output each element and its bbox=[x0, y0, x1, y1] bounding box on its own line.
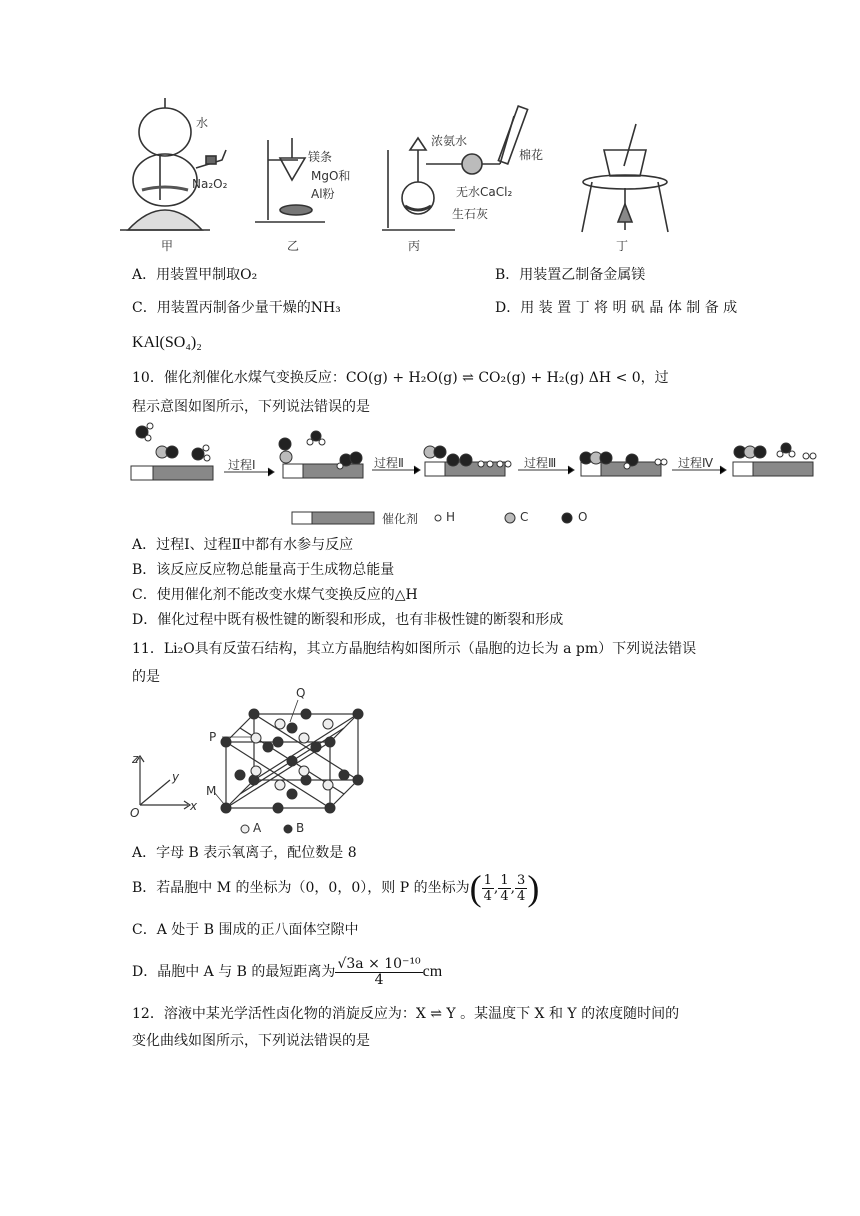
label-water: 水 bbox=[196, 116, 209, 130]
q12-stem-line2: 变化曲线如图所示，下列说法错误的是 bbox=[132, 1033, 370, 1049]
q10-option-b: B．该反应反应物总能量高于生成物总能量 bbox=[132, 562, 395, 578]
p-coord-1-num: 1 bbox=[483, 872, 492, 888]
process-label-2: 过程Ⅱ bbox=[374, 456, 404, 470]
label-conc-ammonia: 浓氨水 bbox=[431, 134, 468, 148]
q11-option-d-text: D．晶胞中 A 与 B 的最短距离为 bbox=[132, 964, 336, 980]
legend-b: B bbox=[296, 821, 305, 835]
label-z-axis: z bbox=[132, 752, 139, 766]
paren-open: ( bbox=[469, 868, 482, 908]
comma: , bbox=[510, 880, 516, 896]
p-coord-3 bbox=[515, 873, 527, 904]
process-label-1: 过程Ⅰ bbox=[228, 458, 256, 472]
q11-option-a: A．字母 B 表示氧离子，配位数是 8 bbox=[132, 845, 357, 861]
label-y-axis: y bbox=[172, 770, 180, 784]
paren-close: ) bbox=[527, 868, 540, 908]
label-m: M bbox=[206, 784, 217, 798]
label-cacl2: 无水CaCl₂ bbox=[456, 185, 513, 199]
q11-stem-line2: 的是 bbox=[132, 669, 160, 685]
comma: , bbox=[493, 880, 499, 896]
label-al-powder: Al粉 bbox=[311, 187, 335, 201]
legend-a: A bbox=[253, 821, 262, 835]
legend-c: C bbox=[520, 510, 529, 524]
q10-option-c: C．使用催化剂不能改变水煤气变换反应的△H bbox=[132, 587, 418, 603]
p-coord-2 bbox=[498, 873, 510, 904]
label-x-axis: x bbox=[190, 799, 198, 813]
label-p: P bbox=[209, 730, 217, 744]
label-ding: 丁 bbox=[616, 239, 629, 253]
label-q: Q bbox=[296, 686, 306, 700]
q10-option-d: D．催化过程中既有极性键的断裂和形成，也有非极性键的断裂和形成 bbox=[132, 612, 564, 628]
q9-option-b: B．用装置乙制备金属镁 bbox=[495, 267, 646, 283]
q11-option-d bbox=[132, 950, 442, 994]
q9-option-a: A．用装置甲制取O₂ bbox=[132, 267, 258, 283]
label-origin: O bbox=[130, 806, 140, 820]
q10-stem-line2: 程示意图如图所示，下列说法错误的是 bbox=[132, 399, 370, 415]
label-jia: 甲 bbox=[161, 239, 174, 253]
q10-option-a: A．过程Ⅰ、过程Ⅱ中都有水参与反应 bbox=[132, 537, 354, 553]
q11-option-c: C．A 处于 B 围成的正八面体空隙中 bbox=[132, 922, 359, 938]
p-coord-1-den: 4 bbox=[483, 888, 492, 904]
min-distance-fraction bbox=[335, 957, 422, 988]
q9-option-c: C．用装置丙制备少量干燥的NH₃ bbox=[132, 300, 341, 316]
min-distance-num: √3a × 10⁻¹⁰ bbox=[337, 955, 421, 972]
q12-stem-line1: 12．溶液中某光学活性卤化物的消旋反应为：X ⇌ Y 。某温度下 X 和 Y 的浓度随时间的 bbox=[132, 1006, 680, 1022]
process-label-4: 过程Ⅳ bbox=[678, 456, 714, 470]
label-yi: 乙 bbox=[287, 239, 300, 253]
legend-h: H bbox=[446, 510, 456, 524]
p-coord-1 bbox=[482, 873, 494, 904]
q9-option-d-formula: KAl(SO₄)₂ bbox=[132, 334, 202, 351]
q10-stem-line1: 10．催化剂催化水煤气变换反应：CO(g) + H₂O(g) ⇌ CO₂(g) + H₂(g) ΔH < 0，过 bbox=[132, 370, 669, 386]
q11-option-b bbox=[132, 866, 539, 910]
legend-o: O bbox=[578, 510, 588, 524]
label-bing: 丙 bbox=[408, 239, 421, 253]
label-quicklime: 生石灰 bbox=[452, 207, 489, 221]
label-na2o2: Na₂O₂ bbox=[192, 177, 228, 191]
label-mg-strip: 镁条 bbox=[308, 150, 333, 164]
process-label-3: 过程Ⅲ bbox=[524, 456, 557, 470]
label-mgo-al: MgO和 bbox=[311, 169, 351, 183]
q9-option-d: D．用 装 置 丁 将 明 矾 晶 体 制 备 成 bbox=[495, 300, 738, 316]
p-coord-3-num: 3 bbox=[517, 872, 526, 888]
min-distance-den: 4 bbox=[374, 971, 384, 988]
label-cotton: 棉花 bbox=[519, 148, 544, 162]
p-coord-2-num: 1 bbox=[500, 872, 509, 888]
p-coord-3-den: 4 bbox=[517, 888, 526, 904]
legend-catalyst: 催化剂 bbox=[382, 512, 419, 526]
min-distance-unit: cm bbox=[422, 963, 443, 980]
q11-option-b-text: B．若晶胞中 M 的坐标为（0，0，0），则 P 的坐标为 bbox=[132, 880, 470, 896]
p-coord-2-den: 4 bbox=[500, 888, 509, 904]
q11-stem-line1: 11．Li₂O具有反萤石结构，其立方晶胞结构如图所示（晶胞的边长为 a pm）下列说法错误 bbox=[132, 641, 697, 657]
